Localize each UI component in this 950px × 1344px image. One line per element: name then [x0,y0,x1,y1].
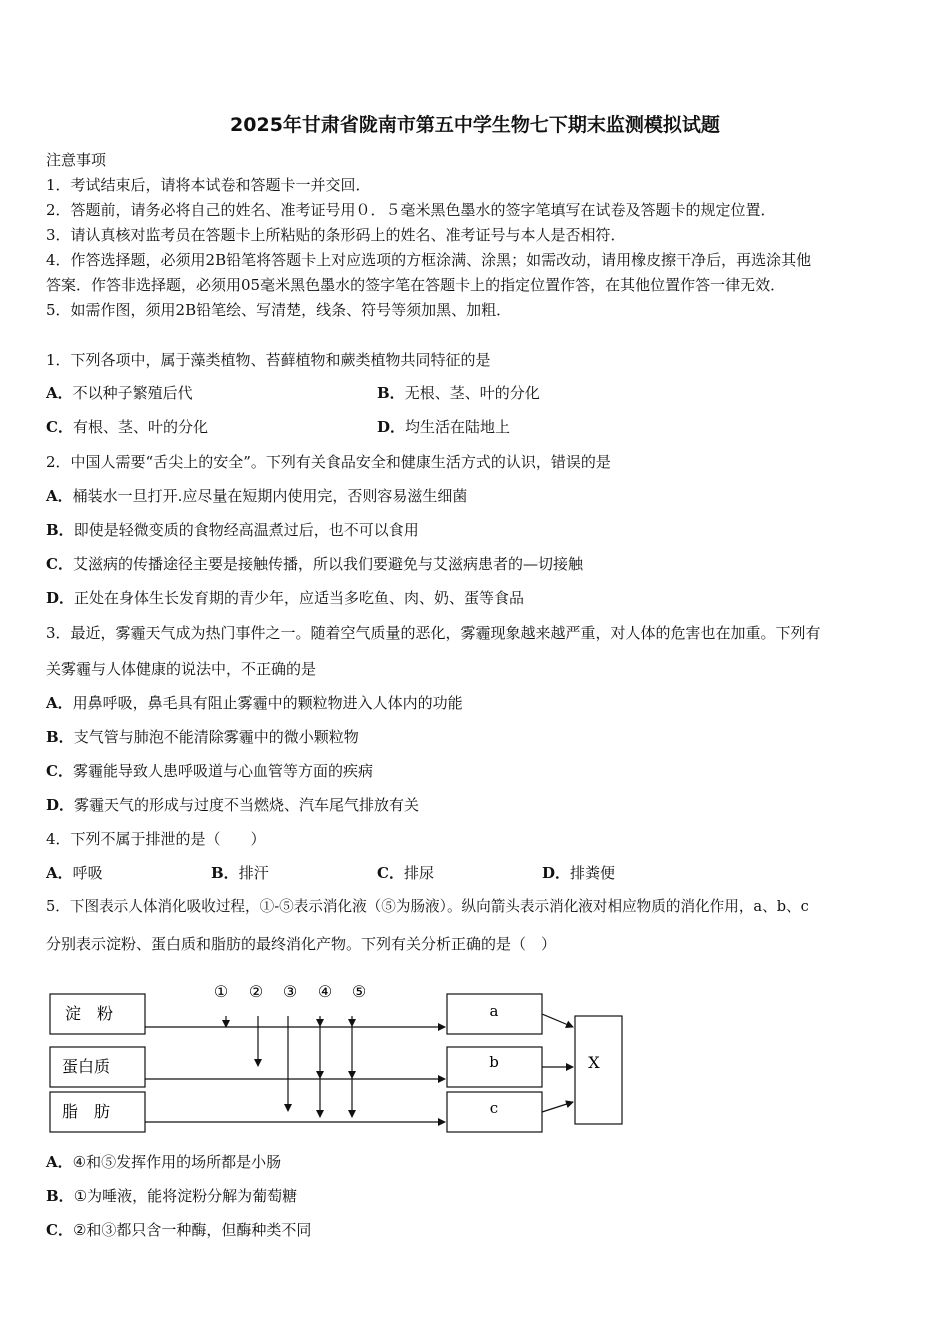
option-a [46,386,193,401]
option-d [46,591,524,606]
product-label: a [489,1002,499,1020]
question-stem: 3．最近，雾霾天气成为热门事件之一。随着空气质量的恶化，雾霾现象越来越严重，对人体的危害也在加重。下列有 [46,624,821,642]
option-label: A． [46,384,73,402]
option-label: B． [46,521,74,539]
substance-label: 淀 粉 [65,1004,114,1023]
question-stem: 2．中国人需要“舌尖上的安全”。下列有关食品安全和健康生活方式的认识，错误的是 [46,453,611,471]
option-c [46,1223,311,1238]
option-label: C． [46,418,73,436]
arrowhead [316,1071,324,1079]
option-text: 排尿 [403,864,434,882]
option-text: 用鼻呼吸，鼻毛具有阻止雾霾中的颗粒物进入人体内的功能 [72,694,463,712]
absorb-arrow [542,1102,573,1112]
option-text: 不以种子繁殖后代 [72,384,193,402]
notice-heading: 注意事项 [46,151,107,169]
option-a [46,696,463,711]
option-text: 有根、茎、叶的分化 [72,418,208,436]
option-label: D． [377,418,406,436]
option-label: A． [46,864,73,882]
option-text: 即使是轻微变质的食物经高温煮过后，也不可以食用 [73,521,419,539]
option-text: ④和⑤发挥作用的场所都是小肠 [72,1153,282,1171]
absorb-label: X [588,1053,600,1072]
digestion-diagram [0,975,950,1140]
option-a [46,866,103,881]
absorb-arrow [542,1014,573,1027]
option-label: D． [46,589,75,607]
option-label: D． [542,864,571,882]
option-label: B． [46,1187,74,1205]
product-label: b [489,1053,499,1071]
option-label: C． [46,1221,73,1239]
option-b [377,386,540,401]
notice-item: 1．考试结束后，请将本试卷和答题卡一并交回． [46,176,371,194]
option-d [542,866,615,881]
option-text: 雾霾天气的形成与过度不当燃烧、汽车尾气排放有关 [74,796,420,814]
notice-item: 3．请认真核对监考员在答题卡上所粘贴的条形码上的姓名、准考证号与本人是否相符． [46,226,626,244]
juice-label: ② [248,982,264,1001]
juice-label: ④ [317,982,333,1001]
option-c [377,866,434,881]
question-stem: 关雾霾与人体健康的说法中，不正确的是 [46,660,317,678]
option-text: 均生活在陆地上 [405,418,511,436]
option-text: 无根、茎、叶的分化 [404,384,540,402]
arrowhead [348,1019,356,1027]
option-a [46,1155,281,1170]
option-text: 桶装水一旦打开.应尽量在短期内使用完，否则容易滋生细菌 [72,487,468,505]
option-label: B． [377,384,405,402]
option-text: ①为唾液，能将淀粉分解为葡萄糖 [73,1187,298,1205]
option-label: C． [46,555,73,573]
juice-label: ① [213,982,229,1001]
option-text: ②和③都只含一种酶，但酶种类不同 [72,1221,312,1239]
substance-label: 脂 肪 [62,1102,111,1121]
question-stem: 分别表示淀粉、蛋白质和脂肪的最终消化产物。下列有关分析正确的是（ ） [46,935,557,953]
option-d [46,798,419,813]
option-label: A． [46,694,73,712]
option-label: C． [377,864,404,882]
option-text: 雾霾能导致人患呼吸道与心血管等方面的疾病 [72,762,373,780]
option-text: 呼吸 [72,864,103,882]
option-b [46,730,359,745]
option-label: C． [46,762,73,780]
notice-item: 5．如需作图，须用2B铅笔绘、写清楚，线条、符号等须加黑、加粗． [46,301,512,319]
option-label: D． [46,796,75,814]
option-text: 排汗 [238,864,269,882]
option-c [46,764,373,779]
option-label: B． [211,864,239,882]
question-stem: 1．下列各项中，属于藻类植物、苔藓植物和蕨类植物共同特征的是 [46,351,491,369]
notice-item: 答案．作答非选择题，必须用05毫米黑色墨水的签字笔在答题卡上的指定位置作答，在其他位置作答一律无效． [46,276,786,294]
option-text: 艾滋病的传播途径主要是接触传播，所以我们要避免与艾滋病患者的—切接触 [72,555,583,573]
arrowhead [316,1019,324,1027]
question-stem: 5．下图表示人体消化吸收过程，①-⑤表示消化液（⑤为肠液）。纵向箭头表示消化液对相应物质的消化作用，a、b、c [46,898,809,915]
option-label: A． [46,1153,73,1171]
option-c [46,557,583,572]
juice-label: ③ [282,982,298,1001]
notice-item: 4．作答选择题，必须用2B铅笔将答题卡上对应选项的方框涂满、涂黑；如需改动，请用橡皮擦干净后，再选涂其他 [46,251,812,269]
option-b [211,866,269,881]
option-b [46,1189,297,1204]
option-text: 支气管与肺泡不能清除雾霾中的微小颗粒物 [73,728,359,746]
question-stem: 4．下列不属于排泄的是（ ） [46,830,266,848]
option-c [46,420,208,435]
option-b [46,523,419,538]
juice-label: ⑤ [351,982,367,1001]
option-label: A． [46,487,73,505]
notice-item: 2．答题前，请务必将自己的姓名、准考证号用０．５毫米黑色墨水的签字笔填写在试卷及答题卡的规定位置． [46,201,776,219]
option-text: 排粪便 [570,864,616,882]
option-d [377,420,510,435]
option-a [46,489,467,504]
arrowhead [348,1071,356,1079]
product-label: c [489,1099,499,1117]
substance-label: 蛋白质 [62,1057,111,1076]
option-text: 正处在身体生长发育期的青少年，应适当多吃鱼、肉、奶、蛋等食品 [74,589,525,607]
page-title: 2025年甘肃省陇南市第五中学生物七下期末监测模拟试题 [230,114,720,136]
option-label: B． [46,728,74,746]
